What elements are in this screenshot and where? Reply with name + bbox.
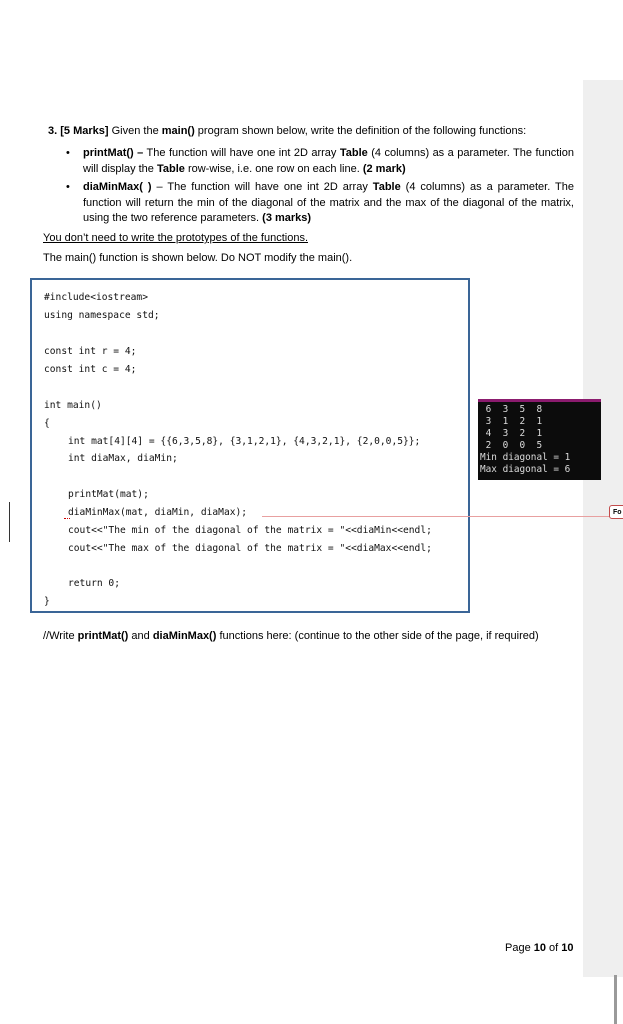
page-label: Page — [505, 942, 534, 954]
list-item-diaminmax — [66, 180, 574, 227]
code-box — [30, 278, 470, 613]
main-intro: The main() function is shown below. Do NOT modify the main(). — [43, 252, 353, 264]
page-footer — [505, 942, 574, 954]
page-number: 10 — [533, 942, 546, 954]
item-text: (4 columns) as a parameter. The function will display the — [83, 147, 574, 175]
change-bar — [9, 502, 10, 542]
comment-sidebar — [583, 80, 623, 977]
code-line: const int r = 4; — [44, 346, 137, 357]
write-and: and — [128, 630, 153, 642]
write-prefix: //Write — [43, 630, 78, 642]
code-line: int mat[4][4] = {{6,3,5,8}, {3,1,2,1}, {4,3,2,1}, {2,0,0,5}}; — [68, 436, 421, 447]
console-line: 6 3 5 8 — [480, 404, 543, 415]
question-text-after: program shown below, write the definition of the following functions: — [194, 125, 527, 137]
question-text-before: Given the — [108, 125, 162, 137]
item-text: – The function will have one int 2D array — [151, 181, 373, 194]
item-bold: Table — [372, 181, 401, 194]
question-heading — [48, 124, 578, 138]
function-list — [66, 146, 574, 230]
console-line: 2 0 0 5 — [480, 440, 543, 451]
comment-tag[interactable]: Fo — [609, 505, 623, 519]
console-line: 4 3 2 1 — [480, 428, 543, 439]
code-line: return 0; — [68, 578, 120, 589]
code-line: using namespace std; — [44, 310, 160, 321]
scrollbar[interactable] — [614, 975, 617, 1024]
item-text: (4 columns) as a parameter. The function will return the min of the diagonal of the matrix and the max of the diagonal of the matrix, using the two reference parameters. — [83, 181, 574, 225]
write-instruction — [43, 630, 539, 642]
question-main-bold: main() — [161, 125, 195, 137]
code-line: { — [44, 418, 50, 429]
console-output — [478, 399, 601, 480]
item-text: row-wise, i.e. one row on each line. — [184, 162, 363, 175]
question-number: 3. — [48, 125, 58, 137]
item-mark: (3 marks) — [262, 212, 312, 225]
func-name: diaMinMax( ) — [83, 181, 152, 194]
page-total: 10 — [561, 942, 574, 954]
code-line: int diaMax, diaMin; — [68, 453, 178, 464]
console-line: Max diagonal = 6 — [480, 464, 571, 475]
question-marks: [5 Marks] — [60, 125, 109, 137]
func-name: printMat() – — [83, 147, 144, 159]
code-line: printMat(mat); — [68, 489, 149, 500]
item-text: The function will have one int 2D array — [143, 147, 340, 159]
spellcheck-mark — [64, 515, 70, 519]
code-line: const int c = 4; — [44, 364, 137, 375]
console-line: 3 1 2 1 — [480, 416, 543, 427]
code-line: cout<<"The min of the diagonal of the matrix = "<<diaMin<<endl; — [68, 525, 432, 536]
code-line: diaMinMax(mat, diaMin, diaMax); — [68, 507, 248, 518]
write-suffix: functions here: (continue to the other side of the page, if required) — [216, 630, 539, 642]
of-label: of — [546, 942, 562, 954]
item-mark: (2 mark) — [362, 162, 406, 175]
item-bold: Table — [156, 162, 185, 175]
code-line: int main() — [44, 400, 102, 411]
item-bold: Table — [339, 147, 368, 159]
console-line: Min diagonal = 1 — [480, 452, 571, 463]
code-line: #include<iostream> — [44, 292, 148, 303]
list-item-printmat — [66, 146, 574, 177]
comment-connector — [262, 516, 612, 517]
code-line: } — [44, 596, 50, 607]
write-func2: diaMinMax() — [152, 630, 217, 642]
code-line: cout<<"The max of the diagonal of the matrix = "<<diaMax<<endl; — [68, 543, 432, 554]
write-func1: printMat() — [77, 630, 129, 642]
prototype-note: You don’t need to write the prototypes of the functions. — [43, 232, 308, 244]
